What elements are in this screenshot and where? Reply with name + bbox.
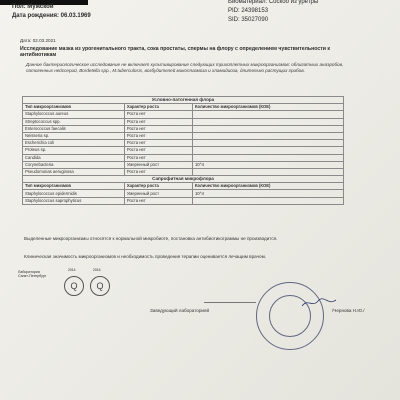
microorganism-name: Escherichia coli bbox=[23, 140, 125, 147]
quantity-value bbox=[192, 154, 343, 161]
growth-value: Роста нет bbox=[124, 140, 192, 147]
flora-table bbox=[22, 96, 344, 205]
table-row bbox=[23, 168, 344, 175]
cert-year-2: 2016 bbox=[93, 268, 101, 272]
quantity-value bbox=[192, 140, 343, 147]
cert-line-2: Санкт-Петербург bbox=[18, 274, 47, 279]
quantity-value bbox=[192, 147, 343, 154]
doctor-name: /Чернова Н.Ю./ bbox=[332, 308, 365, 313]
growth-value: Умеренный рост bbox=[124, 161, 192, 168]
microorganism-name: Pseudomonas aeruginosa bbox=[23, 168, 125, 175]
column-header-row bbox=[23, 104, 344, 111]
table-row bbox=[23, 197, 344, 204]
growth-value: Роста нет bbox=[124, 168, 192, 175]
quantity-value bbox=[192, 125, 343, 132]
conclusion-clinical: Клиническая значимость микроорганизмов и необходимость проведения терапии оценивается лечащим врачом. bbox=[24, 254, 267, 259]
table-row bbox=[23, 147, 344, 154]
growth-value: Роста нет bbox=[124, 132, 192, 139]
conclusion-normal-flora: Выделенные микроорганизмы относятся к нормальной микробиоте, постановка антибиотикограммы не производится. bbox=[24, 236, 278, 241]
microorganism-name: Proteus sp. bbox=[23, 147, 125, 154]
cert-line-1: Лаборатория bbox=[18, 270, 40, 274]
report-title: Исследование мазка из урогенитального тракта, сока простаты, спермы на флору с определением чувствительности к антибиотикам bbox=[20, 46, 330, 58]
microorganism-name: Staphylococcus aureus bbox=[23, 111, 125, 118]
microorganism-name: Enterococcus faecalis bbox=[23, 125, 125, 132]
microorganism-name: Neisseria sp. bbox=[23, 132, 125, 139]
growth-value: Роста нет bbox=[124, 118, 192, 125]
col-header-quantity: Количество микроорганизмов (КОЕ) bbox=[192, 183, 343, 190]
column-header-row bbox=[23, 183, 344, 190]
section-header-row bbox=[23, 176, 344, 183]
signature-line bbox=[204, 302, 256, 303]
certificate-block bbox=[18, 264, 114, 308]
section-header-row bbox=[23, 97, 344, 104]
growth-value: Роста нет bbox=[124, 197, 192, 204]
sex-field: Пол: Мужской bbox=[12, 4, 54, 10]
microorganism-name: Candida bbox=[23, 154, 125, 161]
quantity-value: 10^4 bbox=[192, 190, 343, 197]
report-date: Дата: 02.03.2021 bbox=[20, 38, 56, 43]
quantity-value bbox=[192, 111, 343, 118]
pid-field: PID: 24398153 bbox=[228, 8, 269, 14]
growth-value: Роста нет bbox=[124, 147, 192, 154]
report-note: Данное бактериологическое исследование не включает культивирование следующих трихоплетных микроорганизмов: облигатных анаэробов, патогенных нейссерий, Bordetella spp., M.tuberculosis, возбудителей микоплазмоза и хламидиоза, длительно растущих грибов. bbox=[26, 62, 344, 73]
biomaterial-field: Биоматериал: Соскоб из уретры bbox=[228, 0, 319, 5]
quantity-value bbox=[192, 132, 343, 139]
lab-stamp-icon bbox=[256, 282, 324, 350]
microorganism-name: Corynebacteria bbox=[23, 161, 125, 168]
table-row bbox=[23, 111, 344, 118]
table-row bbox=[23, 154, 344, 161]
table-row bbox=[23, 140, 344, 147]
col-header-quantity: Количество микроорганизмов (КОЕ) bbox=[192, 104, 343, 111]
microorganism-name: Streptococcus spp. bbox=[23, 118, 125, 125]
microorganism-name: Staphylococcus saprophyticus bbox=[23, 197, 125, 204]
quantity-value bbox=[192, 118, 343, 125]
growth-value: Умеренный рост bbox=[124, 190, 192, 197]
head-lab-label: Заведующий лабораторией bbox=[150, 308, 210, 313]
col-header-growth: Характер роста bbox=[124, 104, 192, 111]
quantity-value bbox=[192, 168, 343, 175]
birth-date-field: Дата рождения: 06.03.1969 bbox=[12, 13, 91, 19]
table-row bbox=[23, 161, 344, 168]
cert-year-1: 2014 bbox=[68, 268, 76, 272]
growth-value: Роста нет bbox=[124, 111, 192, 118]
growth-value: Роста нет bbox=[124, 154, 192, 161]
quality-badge-icon: Q bbox=[64, 276, 84, 296]
table-row bbox=[23, 132, 344, 139]
quantity-value bbox=[192, 197, 343, 204]
col-header-microorganism: Тип микроорганизмов bbox=[23, 104, 125, 111]
section-title-pathogenic: Условно-патогенная флора bbox=[23, 97, 344, 104]
microorganism-name: Staphylococcus epidermidis bbox=[23, 190, 125, 197]
col-header-microorganism: Тип микроорганизмов bbox=[23, 183, 125, 190]
sid-field: SID: 35027090 bbox=[228, 17, 269, 23]
growth-value: Роста нет bbox=[124, 125, 192, 132]
table-row bbox=[23, 190, 344, 197]
section-title-saprophytic: Сапрофитная микрофлора bbox=[23, 176, 344, 183]
quantity-value: 10^4 bbox=[192, 161, 343, 168]
col-header-growth: Характер роста bbox=[124, 183, 192, 190]
table-row bbox=[23, 118, 344, 125]
quality-badge-icon: Q bbox=[90, 276, 110, 296]
table-row bbox=[23, 125, 344, 132]
